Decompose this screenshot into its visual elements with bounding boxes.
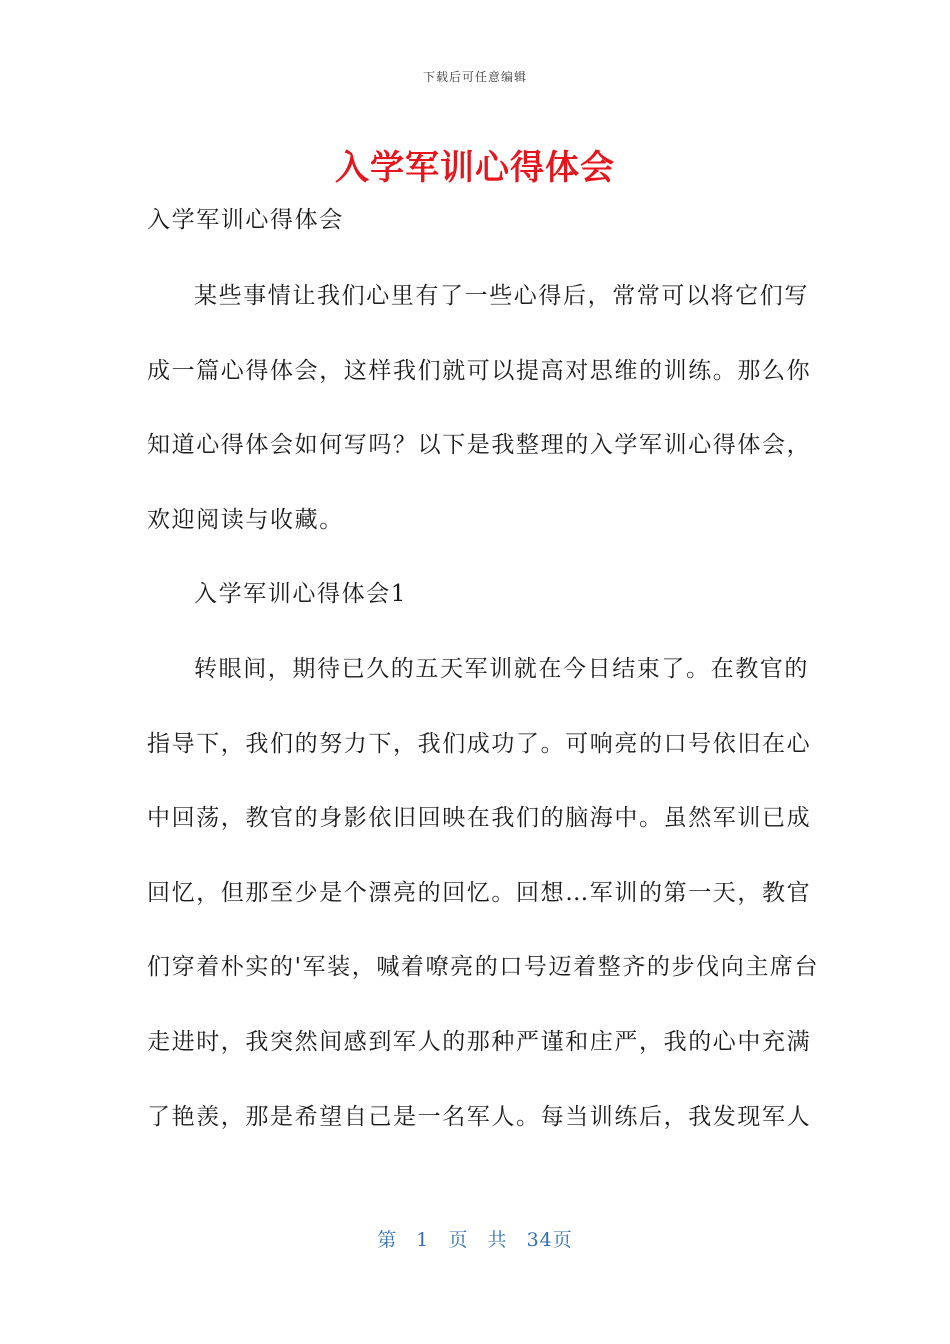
footer-page-word: 页 <box>448 1229 469 1251</box>
paragraph-line: 指导下，我们的努力下，我们成功了。可响亮的口号依旧在心 <box>147 730 812 757</box>
footer-total-pages: 34页 <box>526 1229 573 1251</box>
paragraph-line: 欢迎阅读与收藏。 <box>147 506 344 533</box>
paragraph-line: 成一篇心得体会，这样我们就可以提高对思维的训练。那么你 <box>147 357 812 384</box>
paragraph-line: 回忆，但那至少是个漂亮的回忆。回想…军训的第一天，教官 <box>147 879 812 906</box>
page-footer <box>0 1225 950 1252</box>
paragraph-line: 们穿着朴实的'军装，喊着嘹亮的口号迈着整齐的步伐向主席台 <box>147 954 820 981</box>
paragraph-line: 知道心得体会如何写吗？以下是我整理的入学军训心得体会， <box>147 432 812 459</box>
footer-current-page: 1 <box>416 1229 430 1251</box>
paragraph-line: 转眼间，期待已久的五天军训就在今日结束了。在教官的 <box>194 655 809 682</box>
paragraph-line: 中回荡，教官的身影依旧回映在我们的脑海中。虽然军训已成 <box>147 805 812 832</box>
body-subtitle: 入学军训心得体会 <box>147 207 344 233</box>
header-note: 下载后可任意编辑 <box>422 70 527 84</box>
document-title: 入学军训心得体会 <box>335 148 615 188</box>
footer-prefix: 第 <box>377 1229 398 1251</box>
footer-total-word: 共 <box>487 1229 508 1251</box>
paragraph-line: 走进时，我突然间感到军人的那种严谨和庄严，我的心中充满 <box>147 1028 812 1055</box>
paragraph-line: 了艳羡，那是希望自己是一名军人。每当训练后，我发现军人 <box>147 1103 812 1130</box>
paragraph-line: 某些事情让我们心里有了一些心得后，常常可以将它们写 <box>194 283 809 309</box>
document-body <box>147 196 820 1167</box>
section-heading: 入学军训心得体会1 <box>194 581 408 608</box>
